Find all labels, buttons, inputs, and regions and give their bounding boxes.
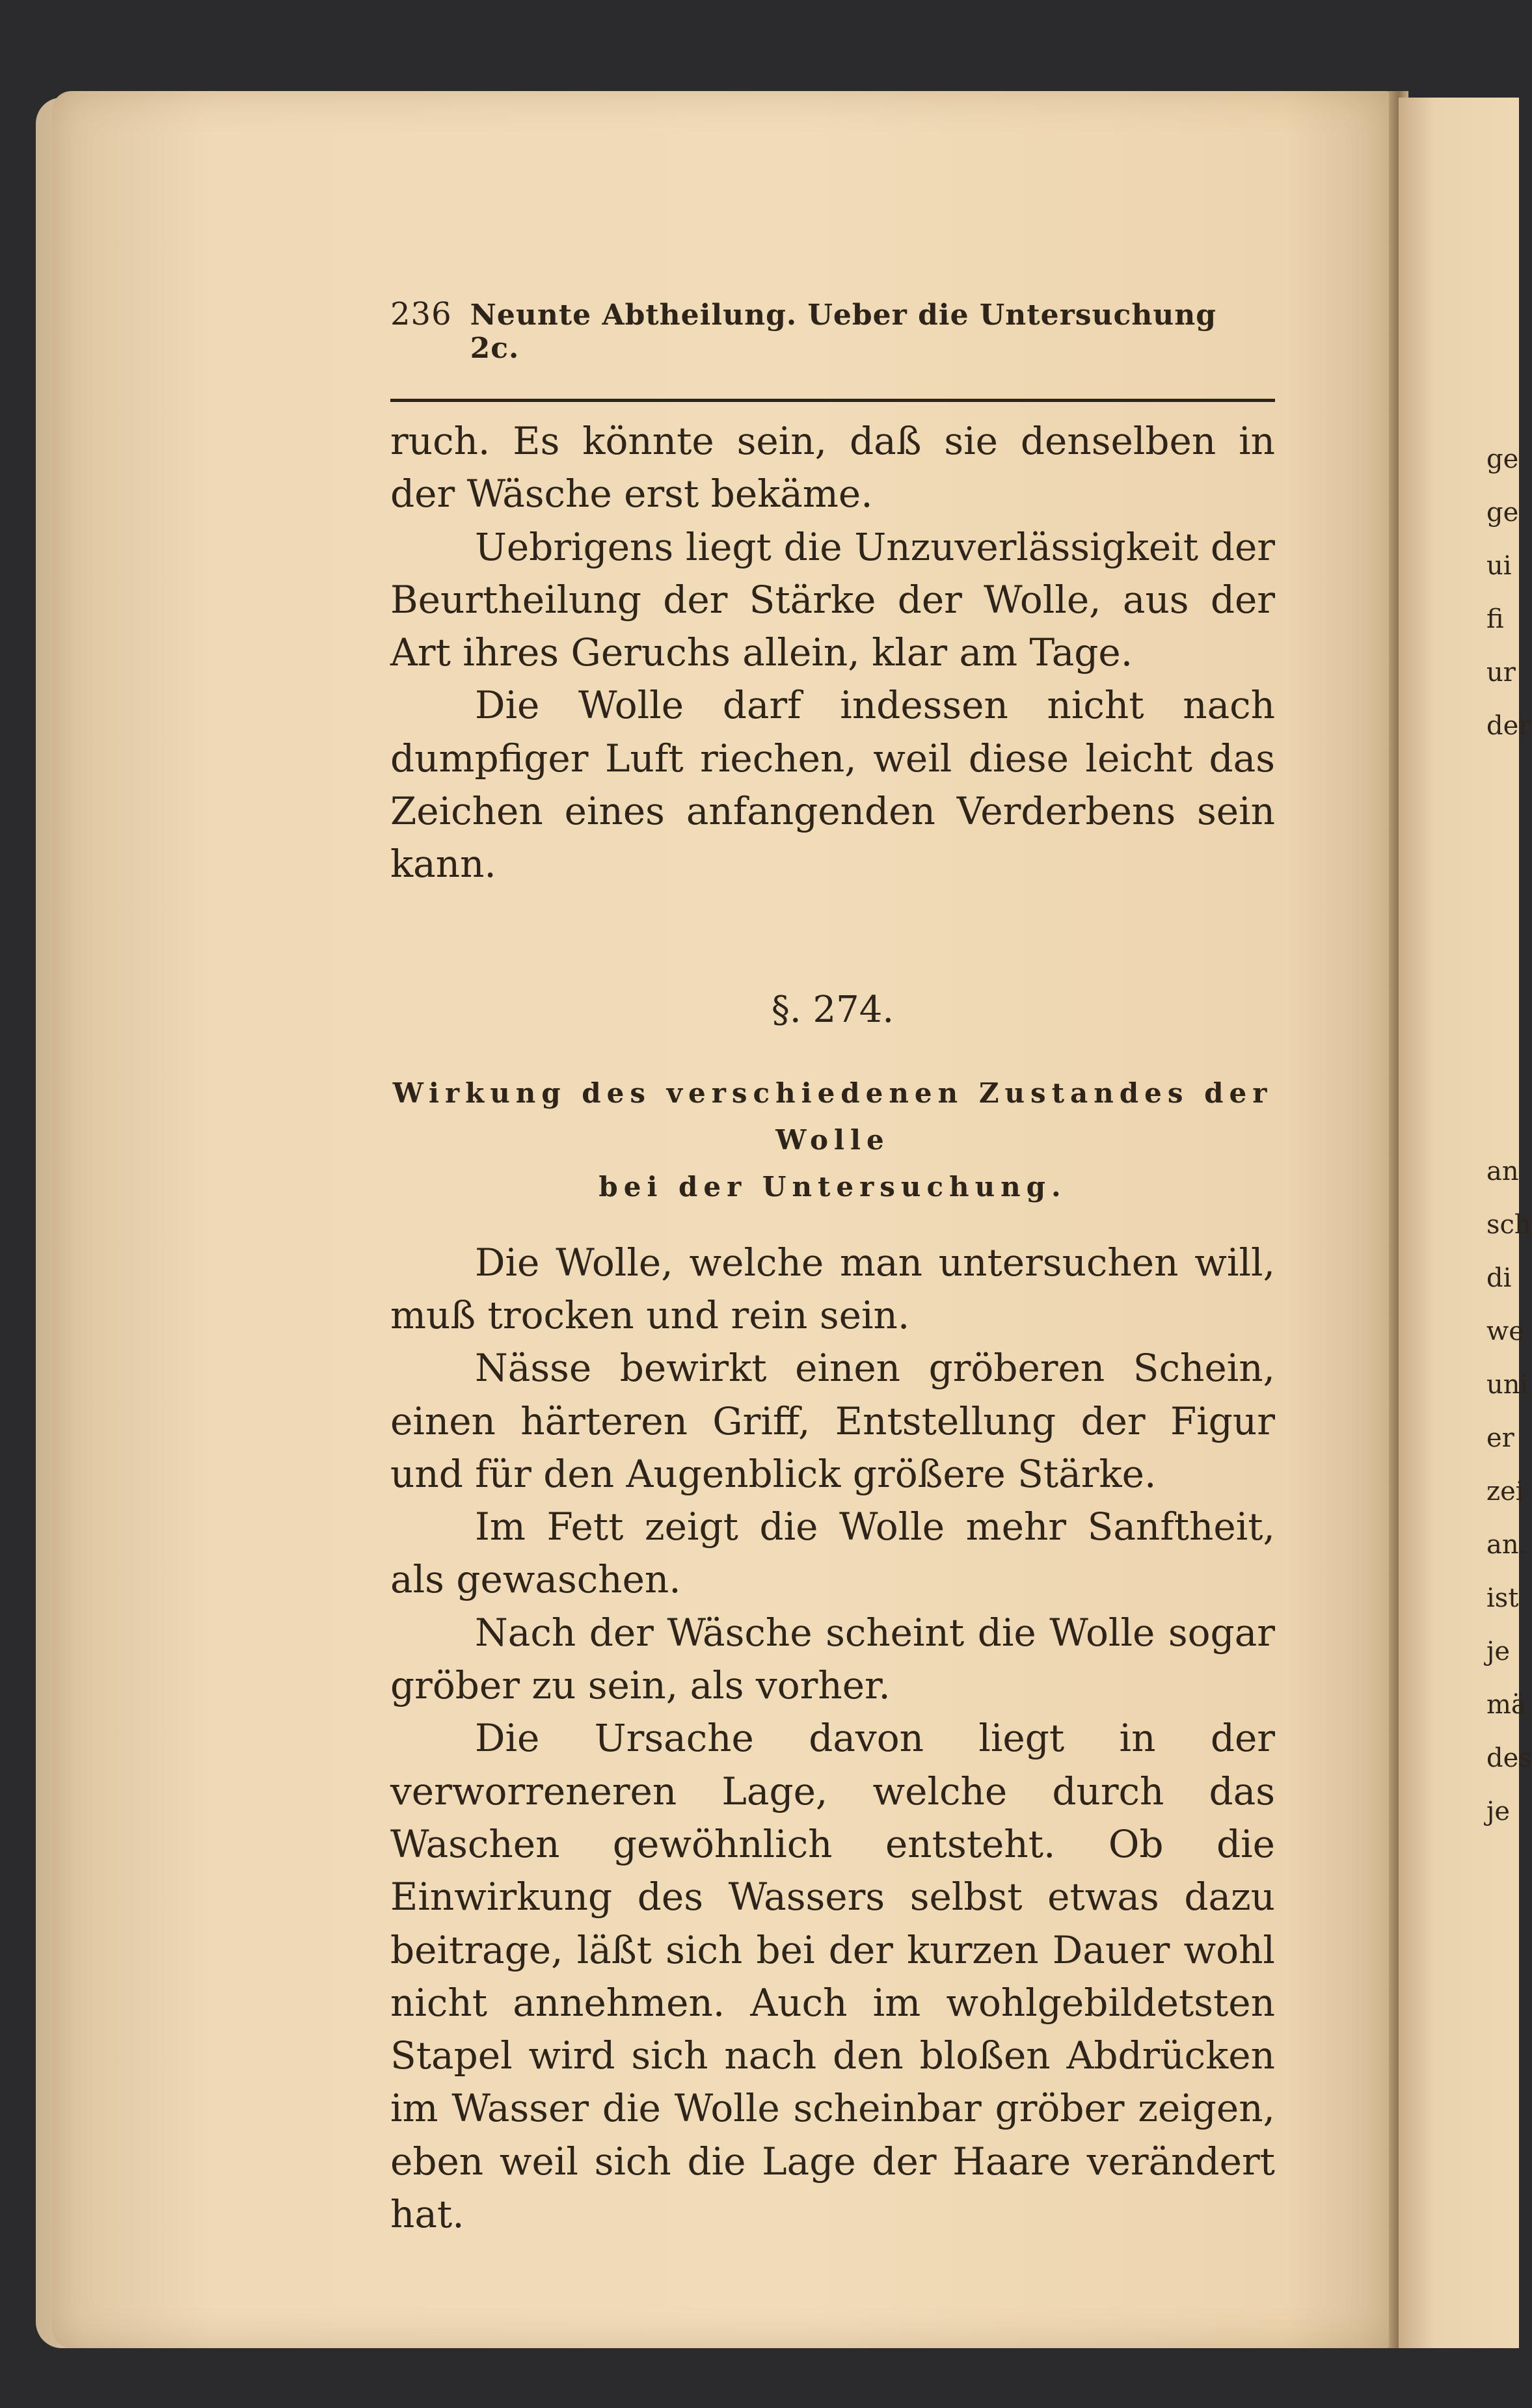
fragment: uni [1486, 1370, 1529, 1400]
fragment: ur [1486, 658, 1516, 688]
paragraph: Die Ursache davon liegt in der verworreneren Lage, welche durch das Waschen gewöhnlich entsteht. Ob die Einwirkung des Wassers selbst etwas dazu beitrage, läßt sich bei der kurzen Dauer wohl nicht annehmen. Auch im wohlgebildetsten Stapel wird sich nach den bloßen Abdrücken im Wasser die Wolle scheinbar gröber zeigen, eben weil sich die Lage der Haare verändert hat. [390, 1716, 1275, 2237]
section-title-line: bei der Untersuchung. [598, 1170, 1067, 1203]
fragment: je [1486, 1797, 1511, 1826]
section-title [390, 1070, 1275, 1211]
paragraph: Die Wolle, welche man untersuchen will, muß trocken und rein sein. [390, 1240, 1275, 1337]
fragment: ui [1486, 551, 1512, 581]
fragment: ge [1486, 444, 1519, 474]
fragment: des [1486, 1743, 1532, 1773]
page-number: 236 [390, 296, 452, 332]
header-rule [390, 399, 1275, 402]
fragment: sch [1486, 1210, 1531, 1240]
paragraph: Im Fett zeigt die Wolle mehr Sanftheit, als gewaschen. [390, 1505, 1275, 1602]
fragment: ge [1486, 498, 1519, 528]
fragment: der [1486, 711, 1531, 741]
fragment: an [1486, 1157, 1519, 1186]
fragment: di [1486, 1263, 1512, 1293]
paragraph: Nässe bewirkt einen gröberen Schein, einen härteren Griff, Entstellung der Figur und für den Augenblick größere Stärke. [390, 1346, 1275, 1496]
paragraph: Nach der Wäsche scheint die Wolle sogar gröber zu sein, als vorher. [390, 1610, 1275, 1708]
fragment: zei [1486, 1477, 1524, 1506]
fragment: mä [1486, 1690, 1527, 1720]
fragment: fi [1486, 604, 1504, 634]
fragment: ist [1486, 1583, 1519, 1613]
paragraph: Die Wolle darf indessen nicht nach dumpfiger Luft riechen, weil diese leicht das Zeichen eines anfangenden Verderbens sein kann. [390, 683, 1275, 887]
page-content [390, 296, 1275, 2241]
section-title-line: Wirkung des verschiedenen Zustandes der Wolle [392, 1077, 1273, 1156]
running-header [390, 296, 1275, 365]
fragment: we [1486, 1317, 1524, 1346]
fragment: er [1486, 1423, 1514, 1453]
right-page-fragments-bottom [1486, 1145, 1532, 1838]
fragment: an. [1486, 1530, 1527, 1560]
section-number: §. 274. [771, 988, 894, 1031]
paragraph: ruch. Es könnte sein, daß sie denselben in der Wäsche erst bekäme. [390, 419, 1275, 516]
running-title: Neunte Abtheilung. Ueber die Untersuchung 2c. [470, 299, 1217, 365]
fragment: je [1486, 1637, 1511, 1666]
right-page-fragments-top [1486, 433, 1531, 753]
paragraph: Uebrigens liegt die Unzuverlässigkeit der Beurtheilung der Stärke der Wolle, aus der Art ihres Geruchs allein, klar am Tage. [390, 524, 1275, 675]
